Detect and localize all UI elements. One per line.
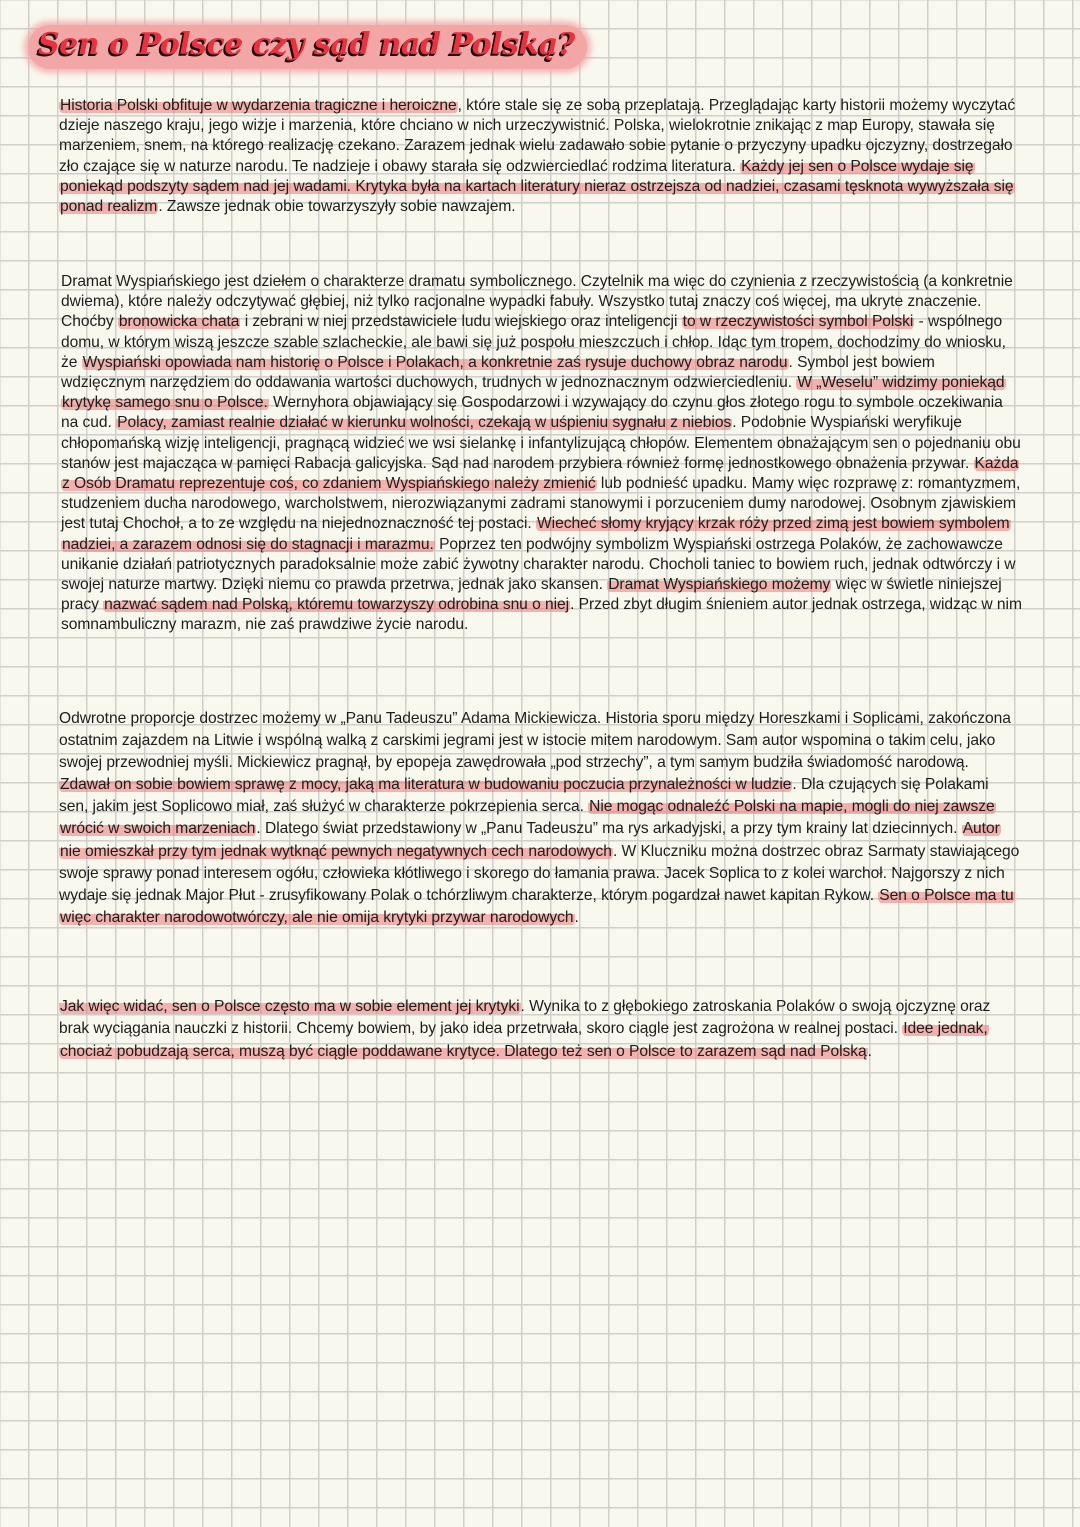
title-container (28, 22, 587, 72)
body-text: Odwrotne proporcje dostrzec możemy w „Panu Tadeuszu” Adama Mickiewicza. Historia sporu między Horeszkami i Soplicami, zakończona ostatnim zajazdem na Litwie i wspólną walką z carskimi jegrami jest w istocie mitem narodowym. Sam autor wspomina o takim celu, jako swojej przewodniej myśli. Mickiewicz pragnął, by epopeja zawędrowała „pod strzechy”, a tym samym budziła świadomość narodową. (59, 710, 1011, 772)
body-text: . Wynika to z głębokiego zatroskania Polaków o swoją ojczyznę oraz brak wyciągania nauczki z historii. Chcemy bowiem, by jako idea przetrwała, skoro ciągle jest zagrożona w realnej postaci. (59, 998, 991, 1038)
paragraph-conclusion (59, 996, 1021, 1063)
body-text: Poprzez ten podwójny symbolizm Wyspiański ostrzega Polaków, że zachowawcze unikanie działań patriotycznych paradoksalnie może zabić żywotny charakter narodu. Chocholi taniec to bowiem ruch, jednak odtwórczy i w swojej naturze martwy. Dzięki niemu co prawda przetrwa, jednak jako skansen. (61, 535, 1016, 594)
body-text: . Podobnie Wyspiański weryfikuje chłopomańską wizję inteligencji, pragnącą widzieć we wsi sielankę i infantylizującą chłopów. Elementem obnażającym sen o pojednaniu obu stanów jest majacząca w pamięci Rabacja galicyjska. Sąd nad narodem przybiera również formę jednostkowego obnażenia przywar. (61, 414, 1021, 472)
highlighted-text: Każdy jej sen o Polsce wydaje się poniekąd podszyty sądem nad jej wadami. Krytyka była na kartach literatury nieraz ostrzejsza od nadziei, czasami tęsknota wywyższała się ponad realizm (60, 157, 1014, 216)
highlighted-text: Zdawał on sobie bowiem sprawę z mocy, jaką ma literatura w budowaniu poczucia przynależności w ludzie (60, 776, 792, 794)
highlighted-text: Nie mogąc odnaleźć Polski na mapie, mogli do niej zawsze wrócić w swoich marzeniach (60, 798, 995, 838)
highlighted-text: bronowicka chata (118, 313, 240, 331)
body-text: lub podnieść upadku. Mamy więc rozprawę z: romantyzmem, studzeniem ducha narodowego, warcholstwem, nierozwiązanymi zadrami stanowymi i porzuceniem dumy narodowej. Osobnym zjawiskiem jest tutaj Chochoł, a to ze względu na niejednoznaczność tej postaci. (61, 475, 1021, 533)
page-title: Sen o Polsce czy sąd nad Polską? (28, 25, 587, 69)
body-text: . (867, 1042, 872, 1060)
body-text: . Dla czujących się Polakami sen, jakim jest Soplicowo miał, zaś służyć w charakterze pokrzepienia serca. (59, 776, 989, 816)
body-text: . Zawsze jednak obie towarzyszyły sobie nawzajem. (158, 198, 516, 216)
highlighted-text: Wyspiański opowiada nam historię o Polsce i Polakach, a konkretnie zaś rysuje duchowy obraz narodu (82, 353, 788, 371)
paragraph-pan-tadeusz (59, 708, 1021, 929)
body-text: , które stale się ze sobą przeplatają. Przeglądając karty historii możemy wyczytać dzieje naszego kraju, jego wizje i marzenia, które chciano w nich urzeczywistnić. Polska, wielokrotnie znikając z map Europy, stawała się marzeniem, snem, na którego realizację czekano. Zarazem jednak wielu zadawało sobie pytanie o przyczyny upadku ojczyzny, dostrzegało zło czające się w naturze narodu. Te nadzieje i obawy starała się odzwierciedlać rodzima literatura. (59, 97, 1016, 175)
body-text: i zebrani w niej przedstawiciele ludu wiejskiego oraz inteligencji (240, 313, 682, 331)
body-text: . (574, 908, 579, 926)
highlighted-text: Każda z Osób Dramatu reprezentuje coś, co zdaniem Wyspiańskiego należy zmienić (62, 454, 1019, 493)
body-text: Wernyhora objawiający się Gospodarzowi i wzywający do czynu głos złotego rogu to symbole oczekiwania na cud. (61, 394, 1003, 432)
highlighted-text: Autor nie omieszkał przy tym jednak wytknąć pewnych negatywnych cech narodowych (60, 820, 1000, 860)
highlighted-text: W „Weselu” widzimy poniekąd krytykę samego snu o Polsce. (62, 374, 1005, 412)
highlighted-text: Historia Polski obfituje w wydarzenia tragiczne i heroiczne (60, 97, 457, 114)
highlighted-text: Jak więc widać, sen o Polsce często ma w sobie element jej krytyki (60, 998, 520, 1015)
body-text: . Przed zbyt długim śnieniem autor jednak ostrzega, widząc w nim somnambuliczny marazm, nie zaś prawdziwe życie narodu. (61, 596, 1022, 634)
body-text: . W Kluczniku można dostrzec obraz Sarmaty stawiającego swoje sprawy ponad interesem ogółu, człowieka kłótliwego i skorego do łamania prawa. Jacek Soplica to z kolei warchoł. Najgorszy z nich wydaje się jednak Major Płut - zrusyfikowany Polak o tchórzliwym charakterze, którym pogardzał nawet kapitan Rykow. (59, 842, 1020, 904)
body-text: więc w świetle niniejszej pracy (61, 576, 1002, 614)
highlighted-text: Dramat Wyspiańskiego możemy (608, 576, 831, 594)
body-text: - wspólnego domu, w którym wiszą jeszcze szable szlacheckie, ale bawi się już pospołu mieszczuch i chłop. Idąc tym tropem, dochodzimy do wniosku, że (61, 313, 1006, 371)
highlighted-text: Sen o Polsce ma tu więc charakter narodowotwórczy, ale nie omija krytyki przywar narodowych (60, 886, 1014, 926)
body-text: . Dlatego świat przedstawiony w „Panu Tadeuszu” ma rys arkadyjski, a przy tym krainy lat dziecinnych. (256, 820, 962, 838)
body-text: . Symbol jest bowiem wdzięcznym narzędziem do oddawania wartości duchowych, trudnych w jednoznacznym odzwierciedleniu. (61, 353, 935, 392)
highlighted-text: to w rzeczywistości symbol Polski (682, 313, 914, 331)
paragraph-intro (59, 96, 1021, 217)
highlighted-text: Polacy, zamiast realnie działać w kierunku wolności, czekają w uśpieniu sygnału z niebios (117, 414, 732, 432)
highlighted-text: Wiecheć słomy kryjący krzak róży przed zimą jest bowiem symbolem nadziei, a zarazem odnosi się do stagnacji i marazmu. (62, 515, 1010, 553)
paragraph-wesele (61, 272, 1023, 636)
highlighted-text: Idee jednak, chociaż pobudzają serca, muszą być ciągle poddawane krytyce. Dlatego też sen o Polsce to zarazem sąd nad Polską (60, 1020, 988, 1060)
highlighted-text: nazwać sądem nad Polską, któremu towarzyszy odrobina snu o niej (104, 596, 570, 614)
body-text: Dramat Wyspiańskiego jest dziełem o charakterze dramatu symbolicznego. Czytelnik ma więc do czynienia z rzeczywistością (a konkretnie dwiema), które należy odczytywać głębiej, niż tylko racjonalne wypadki fabuły. Wszystko tutaj znaczy coś więcej, ma ukryte znaczenie. Choćby (61, 273, 1013, 331)
